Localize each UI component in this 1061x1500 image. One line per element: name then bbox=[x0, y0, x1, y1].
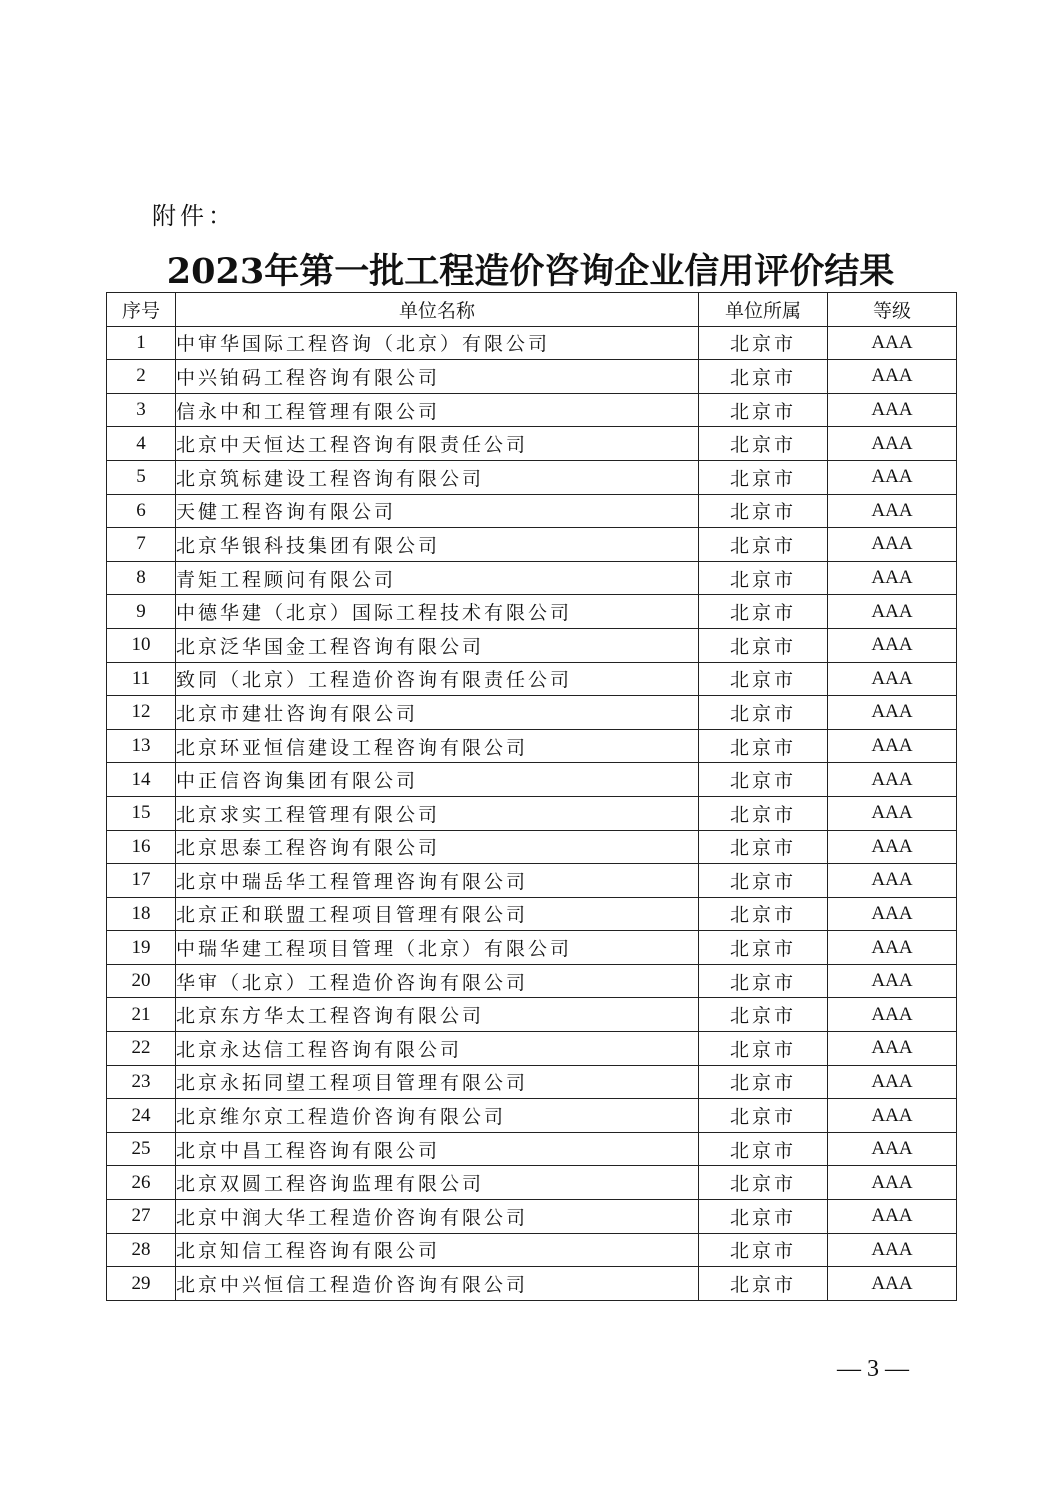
cell-serial-number: 21 bbox=[107, 998, 176, 1032]
table-row bbox=[107, 662, 957, 696]
cell-grade: AAA bbox=[828, 393, 957, 427]
cell-region: 北京市 bbox=[699, 1032, 828, 1066]
cell-serial-number: 5 bbox=[107, 460, 176, 494]
table-row bbox=[107, 897, 957, 931]
cell-company-name: 中瑞华建工程项目管理（北京）有限公司 bbox=[176, 931, 699, 965]
cell-serial-number: 10 bbox=[107, 628, 176, 662]
cell-region: 北京市 bbox=[699, 1065, 828, 1099]
table-row bbox=[107, 998, 957, 1032]
cell-serial-number: 22 bbox=[107, 1032, 176, 1066]
cell-grade: AAA bbox=[828, 1267, 957, 1301]
cell-serial-number: 2 bbox=[107, 360, 176, 394]
cell-serial-number: 25 bbox=[107, 1132, 176, 1166]
cell-company-name: 北京维尔京工程造价咨询有限公司 bbox=[176, 1099, 699, 1133]
cell-company-name: 中兴铂码工程咨询有限公司 bbox=[176, 360, 699, 394]
cell-grade: AAA bbox=[828, 427, 957, 461]
cell-region: 北京市 bbox=[699, 427, 828, 461]
cell-grade: AAA bbox=[828, 628, 957, 662]
cell-region: 北京市 bbox=[699, 1166, 828, 1200]
cell-grade: AAA bbox=[828, 729, 957, 763]
cell-grade: AAA bbox=[828, 528, 957, 562]
cell-serial-number: 3 bbox=[107, 393, 176, 427]
cell-region: 北京市 bbox=[699, 595, 828, 629]
table-row bbox=[107, 528, 957, 562]
cell-company-name: 中德华建（北京）国际工程技术有限公司 bbox=[176, 595, 699, 629]
cell-grade: AAA bbox=[828, 1200, 957, 1234]
table-row bbox=[107, 1166, 957, 1200]
cell-region: 北京市 bbox=[699, 662, 828, 696]
cell-grade: AAA bbox=[828, 494, 957, 528]
cell-region: 北京市 bbox=[699, 1267, 828, 1301]
cell-region: 北京市 bbox=[699, 1132, 828, 1166]
credit-rating-table bbox=[106, 292, 957, 1301]
cell-company-name: 北京市建壮咨询有限公司 bbox=[176, 696, 699, 730]
cell-grade: AAA bbox=[828, 460, 957, 494]
cell-grade: AAA bbox=[828, 1233, 957, 1267]
cell-serial-number: 17 bbox=[107, 864, 176, 898]
table-row bbox=[107, 864, 957, 898]
cell-grade: AAA bbox=[828, 696, 957, 730]
header-company-name: 单位名称 bbox=[176, 293, 699, 327]
cell-company-name: 北京求实工程管理有限公司 bbox=[176, 796, 699, 830]
table-row bbox=[107, 796, 957, 830]
cell-company-name: 北京中兴恒信工程造价咨询有限公司 bbox=[176, 1267, 699, 1301]
table-row bbox=[107, 931, 957, 965]
cell-serial-number: 19 bbox=[107, 931, 176, 965]
cell-grade: AAA bbox=[828, 830, 957, 864]
cell-company-name: 青矩工程顾问有限公司 bbox=[176, 561, 699, 595]
cell-company-name: 北京东方华太工程咨询有限公司 bbox=[176, 998, 699, 1032]
cell-grade: AAA bbox=[828, 1065, 957, 1099]
table-row bbox=[107, 326, 957, 360]
cell-region: 北京市 bbox=[699, 696, 828, 730]
cell-company-name: 北京泛华国金工程咨询有限公司 bbox=[176, 628, 699, 662]
header-serial-number: 序号 bbox=[107, 293, 176, 327]
cell-grade: AAA bbox=[828, 864, 957, 898]
table-row bbox=[107, 1132, 957, 1166]
cell-company-name: 北京华银科技集团有限公司 bbox=[176, 528, 699, 562]
cell-serial-number: 26 bbox=[107, 1166, 176, 1200]
cell-grade: AAA bbox=[828, 326, 957, 360]
cell-company-name: 信永中和工程管理有限公司 bbox=[176, 393, 699, 427]
cell-serial-number: 14 bbox=[107, 763, 176, 797]
cell-grade: AAA bbox=[828, 964, 957, 998]
header-region: 单位所属 bbox=[699, 293, 828, 327]
document-title: 2023年第一批工程造价咨询企业信用评价结果 bbox=[166, 251, 895, 292]
cell-serial-number: 28 bbox=[107, 1233, 176, 1267]
cell-company-name: 中审华国际工程咨询（北京）有限公司 bbox=[176, 326, 699, 360]
table-row bbox=[107, 1099, 957, 1133]
cell-serial-number: 29 bbox=[107, 1267, 176, 1301]
cell-grade: AAA bbox=[828, 796, 957, 830]
table-row bbox=[107, 1200, 957, 1234]
cell-region: 北京市 bbox=[699, 628, 828, 662]
table-row bbox=[107, 595, 957, 629]
cell-serial-number: 23 bbox=[107, 1065, 176, 1099]
cell-region: 北京市 bbox=[699, 460, 828, 494]
cell-company-name: 北京中天恒达工程咨询有限责任公司 bbox=[176, 427, 699, 461]
table-row bbox=[107, 460, 957, 494]
cell-grade: AAA bbox=[828, 897, 957, 931]
cell-serial-number: 16 bbox=[107, 830, 176, 864]
cell-company-name: 北京正和联盟工程项目管理有限公司 bbox=[176, 897, 699, 931]
table-row bbox=[107, 1065, 957, 1099]
cell-grade: AAA bbox=[828, 931, 957, 965]
cell-region: 北京市 bbox=[699, 1200, 828, 1234]
table-row bbox=[107, 494, 957, 528]
cell-company-name: 中正信咨询集团有限公司 bbox=[176, 763, 699, 797]
table-row bbox=[107, 360, 957, 394]
cell-grade: AAA bbox=[828, 1099, 957, 1133]
cell-serial-number: 15 bbox=[107, 796, 176, 830]
cell-grade: AAA bbox=[828, 1166, 957, 1200]
table-row bbox=[107, 964, 957, 998]
attachment-label: 附件： bbox=[152, 202, 236, 230]
cell-company-name: 北京永拓同望工程项目管理有限公司 bbox=[176, 1065, 699, 1099]
cell-grade: AAA bbox=[828, 998, 957, 1032]
cell-grade: AAA bbox=[828, 1132, 957, 1166]
cell-company-name: 北京永达信工程咨询有限公司 bbox=[176, 1032, 699, 1066]
cell-serial-number: 9 bbox=[107, 595, 176, 629]
cell-serial-number: 24 bbox=[107, 1099, 176, 1133]
cell-grade: AAA bbox=[828, 360, 957, 394]
cell-region: 北京市 bbox=[699, 897, 828, 931]
table-row bbox=[107, 763, 957, 797]
cell-region: 北京市 bbox=[699, 830, 828, 864]
cell-region: 北京市 bbox=[699, 931, 828, 965]
cell-serial-number: 20 bbox=[107, 964, 176, 998]
cell-company-name: 华审（北京）工程造价咨询有限公司 bbox=[176, 964, 699, 998]
cell-company-name: 北京中润大华工程造价咨询有限公司 bbox=[176, 1200, 699, 1234]
cell-region: 北京市 bbox=[699, 729, 828, 763]
cell-serial-number: 12 bbox=[107, 696, 176, 730]
table-row bbox=[107, 696, 957, 730]
cell-company-name: 北京思泰工程咨询有限公司 bbox=[176, 830, 699, 864]
cell-grade: AAA bbox=[828, 1032, 957, 1066]
cell-serial-number: 27 bbox=[107, 1200, 176, 1234]
table-row bbox=[107, 729, 957, 763]
cell-company-name: 北京中瑞岳华工程管理咨询有限公司 bbox=[176, 864, 699, 898]
cell-serial-number: 7 bbox=[107, 528, 176, 562]
cell-region: 北京市 bbox=[699, 1099, 828, 1133]
table-row bbox=[107, 1267, 957, 1301]
cell-region: 北京市 bbox=[699, 360, 828, 394]
table-header-row bbox=[107, 293, 957, 327]
cell-serial-number: 6 bbox=[107, 494, 176, 528]
cell-region: 北京市 bbox=[699, 763, 828, 797]
header-grade: 等级 bbox=[828, 293, 957, 327]
table-row bbox=[107, 393, 957, 427]
cell-region: 北京市 bbox=[699, 796, 828, 830]
cell-region: 北京市 bbox=[699, 561, 828, 595]
cell-serial-number: 1 bbox=[107, 326, 176, 360]
cell-grade: AAA bbox=[828, 763, 957, 797]
table-row bbox=[107, 1233, 957, 1267]
cell-serial-number: 8 bbox=[107, 561, 176, 595]
table-row bbox=[107, 830, 957, 864]
cell-company-name: 致同（北京）工程造价咨询有限责任公司 bbox=[176, 662, 699, 696]
cell-grade: AAA bbox=[828, 595, 957, 629]
table-row bbox=[107, 628, 957, 662]
cell-grade: AAA bbox=[828, 662, 957, 696]
cell-region: 北京市 bbox=[699, 326, 828, 360]
cell-region: 北京市 bbox=[699, 393, 828, 427]
table-body bbox=[107, 326, 957, 1300]
cell-serial-number: 18 bbox=[107, 897, 176, 931]
cell-company-name: 北京知信工程咨询有限公司 bbox=[176, 1233, 699, 1267]
page-number: — 3 — bbox=[837, 1356, 909, 1382]
cell-grade: AAA bbox=[828, 561, 957, 595]
cell-company-name: 北京中昌工程咨询有限公司 bbox=[176, 1132, 699, 1166]
cell-serial-number: 11 bbox=[107, 662, 176, 696]
cell-region: 北京市 bbox=[699, 998, 828, 1032]
cell-region: 北京市 bbox=[699, 528, 828, 562]
cell-region: 北京市 bbox=[699, 864, 828, 898]
table-row bbox=[107, 1032, 957, 1066]
table-row bbox=[107, 427, 957, 461]
cell-serial-number: 4 bbox=[107, 427, 176, 461]
cell-company-name: 天健工程咨询有限公司 bbox=[176, 494, 699, 528]
table-row bbox=[107, 561, 957, 595]
cell-region: 北京市 bbox=[699, 964, 828, 998]
cell-serial-number: 13 bbox=[107, 729, 176, 763]
cell-region: 北京市 bbox=[699, 494, 828, 528]
cell-company-name: 北京筑标建设工程咨询有限公司 bbox=[176, 460, 699, 494]
cell-company-name: 北京环亚恒信建设工程咨询有限公司 bbox=[176, 729, 699, 763]
cell-region: 北京市 bbox=[699, 1233, 828, 1267]
cell-company-name: 北京双圆工程咨询监理有限公司 bbox=[176, 1166, 699, 1200]
